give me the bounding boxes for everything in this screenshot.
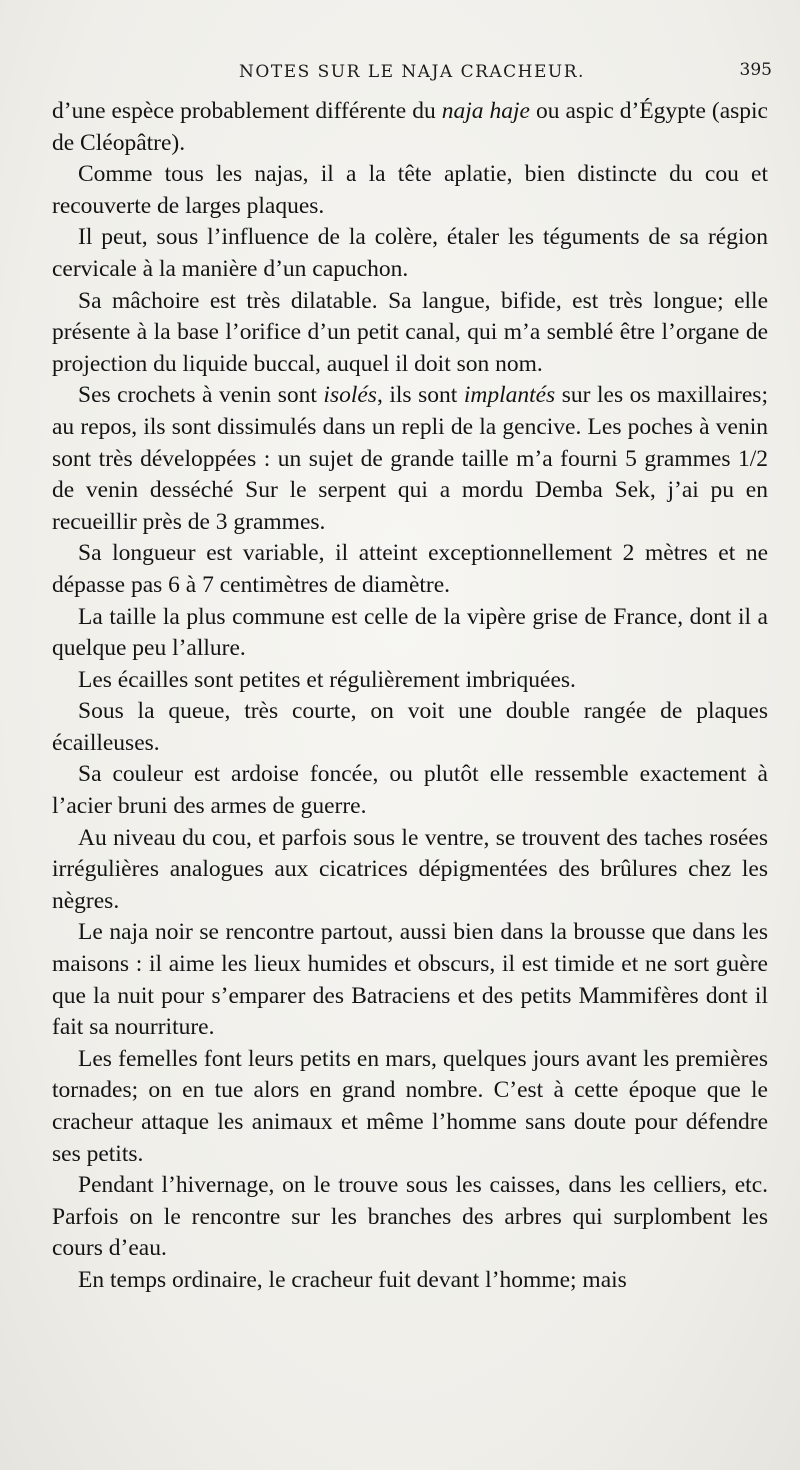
paragraph-10: Sa couleur est ardoise foncée, ou plutôt elle ressemble exactement à l’acier bruni des armes de guerre. [52,761,768,820]
paragraph-5-text: Ses crochets à venin sont [78,382,324,409]
paragraph-8: Les écailles sont petites et régulièrement imbriquées. [78,666,576,693]
page-number: 395 [739,60,772,80]
paragraph-1-text-end: ou aspic d’Égypte (aspic de Cléopâtre). [52,98,768,156]
paragraph-1-text: d’une espèce probablement différente du [52,98,442,124]
paragraph-2: Comme tous les najas, il a la tête aplatie, bien distincte du cou et recouverte de larges plaques. [52,161,768,219]
page-header [52,60,772,96]
emphasis-implantes: implantés [463,382,556,409]
paragraph-5-text-mid: , ils sont [376,382,464,409]
running-title: NOTES SUR LE NAJA CRACHEUR. [239,62,585,82]
paragraph-11: Au niveau du cou, et parfois sous le ventre, se trouvent des taches rosées irrégulières analogues aux cicatrices dépigmentées des brûlures chez les nègres. [52,824,768,914]
paragraph-4: Sa mâchoire est très dilatable. Sa langue, bifide, est très longue; elle présente à la base l’orifice d’un petit canal, qui m’a semblé être l’organe de projection du liquide buccal, auquel il doit son nom. [52,287,768,377]
body-text [52,96,768,1297]
paragraph-9: Sous la queue, très courte, on voit une double rangée de plaques écailleuses. [52,698,768,756]
paragraph-15: En temps ordinaire, le cracheur fuit devant l’homme; mais [78,1266,627,1293]
paragraph-12: Le naja noir se rencontre partout, aussi bien dans la brousse que dans les maisons : il aime les lieux humides et obscurs, il est timide et ne sort guère que la nuit pour s’emparer des Batraciens et des petits Mammifères dont il fait sa nourriture. [52,919,768,1041]
species-name-naja-haje: naja haje [441,98,530,124]
paragraph-7: La taille la plus commune est celle de la vipère grise de France, dont il a quelque peu l’allure. [52,603,768,662]
paragraph-14: Pendant l’hivernage, on le trouve sous les caisses, dans les celliers, etc. Parfois on le rencontre sur les branches des arbres qui surplombent les cours d’eau. [52,1172,768,1262]
paragraph-6: Sa longueur est variable, il atteint exceptionnellement 2 mètres et ne dépasse pas 6 à 7 centimètres de diamètre. [52,540,768,598]
paragraph-3: Il peut, sous l’influence de la colère, étaler les téguments de sa région cervicale à la manière d’un capuchon. [52,224,768,282]
paragraph-13: Les femelles font leurs petits en mars, quelques jours avant les premières tornades; on en tue alors en grand nombre. C’est à cette époque que le cracheur attaque les animaux et même l’homme sans doute pour défendre ses petits. [52,1045,768,1167]
paragraph-5-text-end: sur les os maxillaires; au repos, ils sont dissimulés dans un repli de la gencive. Les poches à venin sont très développées : un sujet de grande taille m’a fourni 5 grammes 1/2 de venin desséché Sur le serpent qui a mordu Demba Sek, j’ai pu en recueillir près de 3 grammes. [52,382,768,535]
emphasis-isoles: isolés [323,382,377,409]
paragraph-1 [52,96,768,159]
paragraph-5 [52,380,768,538]
